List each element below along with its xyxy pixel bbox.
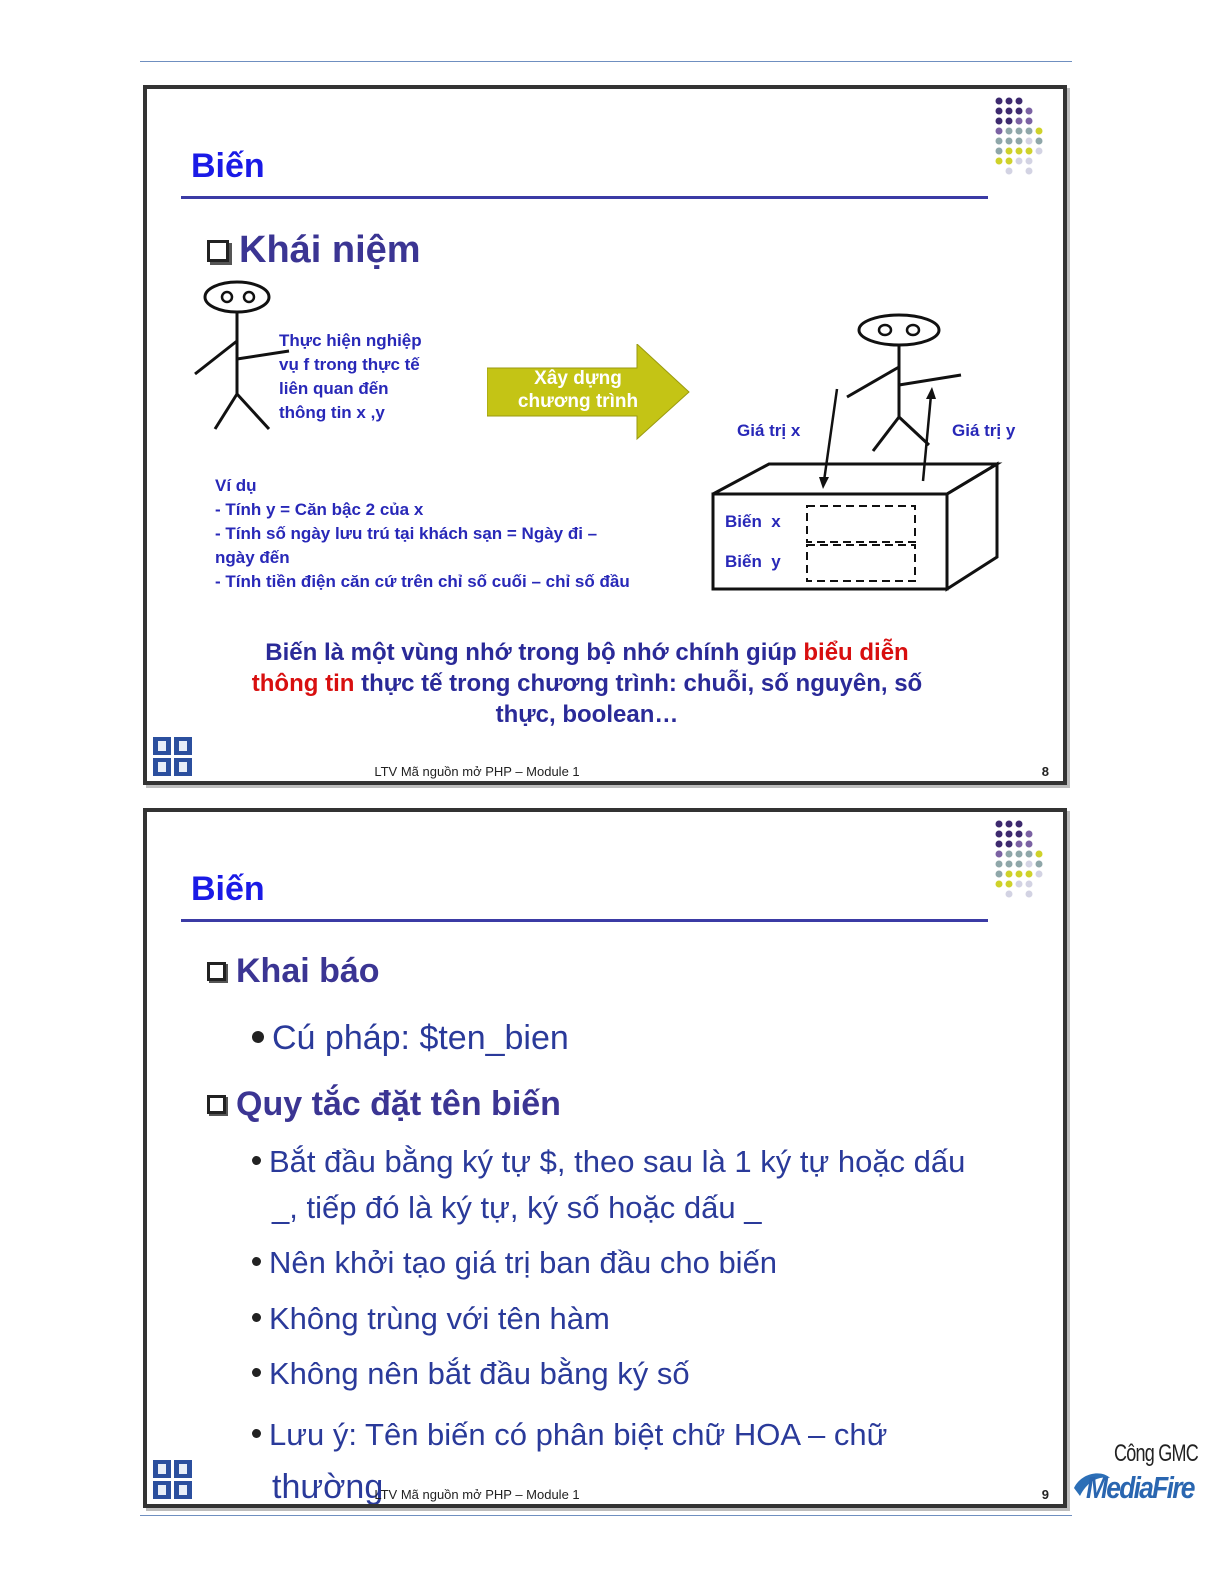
heading-khai-bao (207, 952, 380, 991)
rule-bullet-continued (272, 1185, 992, 1231)
bullet-dot-icon (252, 1313, 261, 1322)
example-item: - Tính tiền điện căn cứ trên chỉ số cuối – chỉ số đầu (215, 572, 630, 591)
var-y-label: Biến y (725, 552, 781, 571)
slide-footer: LTV Mã nguồn mở PHP – Module 1 (374, 1487, 580, 1502)
caption-line: liên quan đến (279, 379, 389, 398)
rule-bullet (252, 1240, 972, 1286)
checkbox-bullet-icon (207, 240, 229, 262)
rule-text: Không nên bắt đầu bằng ký số (269, 1356, 690, 1391)
bullet-dot-icon (252, 1156, 261, 1165)
page-top-rule (140, 61, 1072, 62)
value-x-label: Giá trị x (737, 421, 801, 440)
example-item: - Tính y = Căn bậc 2 của x (215, 500, 424, 519)
heading-text: Quy tắc đặt tên biến (236, 1085, 561, 1123)
slide-title: Biến (191, 147, 265, 185)
caption-line: vụ f trong thực tế (279, 355, 420, 374)
page-bottom-rule (140, 1515, 1072, 1516)
heading-text: Khái niệm (239, 229, 421, 271)
rule-text: Nên khởi tạo giá trị ban đầu cho biến (269, 1245, 778, 1280)
var-x-label: Biến x (725, 512, 781, 531)
definition-highlight: biểu diễn thông tin (251, 639, 909, 697)
dot-grid-svg (993, 818, 1063, 918)
bullet-dot-icon (252, 1429, 261, 1438)
decorative-dot-grid (993, 818, 1063, 918)
heading-khai-niem (207, 229, 421, 272)
decorative-dot-grid (993, 95, 1063, 195)
watermark-line1: Công GMC (1113, 1440, 1198, 1467)
example-block (215, 474, 635, 594)
slide-title: Biến (191, 870, 265, 908)
slide-9 (143, 808, 1067, 1508)
example-item: - Tính số ngày lưu trú tại khách sạn = Ngày đi – ngày đến (215, 524, 598, 567)
person-caption (279, 329, 422, 425)
arrow-label-line: Xây dựng (534, 368, 622, 389)
value-y-label: Giá trị y (952, 421, 1016, 440)
definition-text (247, 637, 927, 730)
dot-grid-svg (993, 95, 1063, 195)
bullet-dot-icon (252, 1031, 264, 1043)
watermark-line2: MediaFire (1086, 1470, 1194, 1505)
rule-bullet (252, 1351, 972, 1397)
rule-bullet (252, 1296, 972, 1342)
slide-8 (143, 85, 1067, 785)
slide-footer: LTV Mã nguồn mở PHP – Module 1 (374, 764, 580, 779)
checkbox-bullet-icon (207, 1095, 226, 1114)
rule-text: Lưu ý: Tên biến có phân biệt chữ HOA – chữ (269, 1417, 888, 1452)
heading-quy-tac (207, 1085, 561, 1124)
checkbox-bullet-icon (207, 962, 226, 981)
rule-bullet (252, 1139, 972, 1185)
rule-text: _, tiếp đó là ký tự, ký số hoặc dấu _ (272, 1190, 762, 1225)
bullet-dot-icon (252, 1368, 261, 1377)
slide-page-number: 9 (1041, 1487, 1049, 1502)
caption-line: Thực hiện nghiệp (279, 331, 422, 350)
arrow-label (503, 367, 653, 413)
heading-text: Khai báo (236, 952, 380, 990)
rule-bullet (252, 1412, 972, 1458)
mediafire-watermark (1072, 1440, 1222, 1550)
definition-part2: thực tế trong chương trình: chuỗi, số nguyên, số thực, boolean… (354, 670, 923, 728)
syntax-bullet (252, 1015, 972, 1061)
bullet-dot-icon (252, 1257, 261, 1266)
rule-text: thường (272, 1468, 384, 1506)
title-underline (181, 196, 988, 199)
definition-part1: Biến là một vùng nhớ trong bộ nhớ chính giúp (265, 639, 804, 666)
caption-line: thông tin x ,y (279, 403, 385, 422)
title-underline (181, 919, 988, 922)
rule-text: Bắt đầu bằng ký tự $, theo sau là 1 ký tự hoặc dấu (269, 1144, 966, 1179)
slide-page-number: 8 (1041, 764, 1049, 779)
arrow-label-line: chương trình (517, 391, 639, 412)
syntax-text: Cú pháp: $ten_bien (272, 1019, 569, 1057)
example-title: Ví dụ (215, 476, 257, 495)
rule-text: Không trùng với tên hàm (269, 1301, 610, 1336)
